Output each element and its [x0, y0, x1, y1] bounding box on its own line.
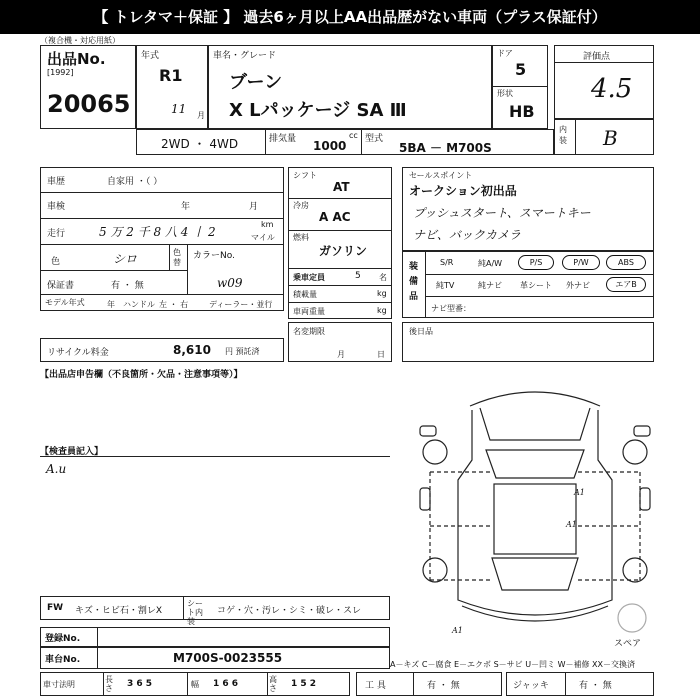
shift-label: シフト — [293, 171, 317, 180]
equip-aw: 純A/W — [478, 259, 503, 268]
color-label: 色 — [51, 257, 61, 267]
reg-row — [40, 627, 390, 647]
inspection-year: 年 — [181, 202, 191, 212]
year-box — [136, 45, 208, 129]
damage-mark-3: A1 — [452, 626, 463, 635]
jack-value: 有 ・ 無 — [579, 681, 612, 691]
door-box — [492, 45, 548, 129]
width-label: 幅 — [191, 680, 199, 689]
lot-box — [40, 45, 136, 129]
load-unit: kg — [377, 289, 387, 298]
equip-leather: 革シート — [520, 281, 552, 290]
color-value: シロ — [113, 252, 138, 266]
damage-mark-1: A1 — [574, 488, 585, 497]
chassis-no: M700S-0023555 — [173, 651, 283, 665]
name-change-day: 日 — [377, 350, 385, 359]
car-diagram — [400, 380, 670, 640]
model-type: 5BA － M700S — [399, 141, 492, 155]
capacity: 5 — [355, 271, 361, 281]
ac-label: 冷房 — [293, 201, 309, 210]
score: 4.5 — [591, 74, 633, 104]
name-change-box — [288, 322, 392, 362]
car-name: ブーン — [229, 72, 283, 93]
mileage-unit-mile: マイル — [251, 233, 275, 242]
equip-tv: 純TV — [436, 281, 455, 290]
dims-label: 車寸法明 — [43, 680, 75, 689]
color-no-label: カラーNo. — [193, 251, 235, 261]
later-label: 後日品 — [409, 327, 433, 336]
month-value: 11 — [171, 102, 187, 116]
interior-box — [554, 119, 654, 155]
recycle-amount: 8,610 — [173, 343, 211, 357]
seat-items: コゲ・穴・汚レ・シミ・破レ・スレ — [217, 606, 362, 616]
capacity-label: 乗車定員 — [293, 273, 325, 282]
name-change-month: 月 — [337, 350, 345, 359]
name-change-label: 名変期限 — [293, 327, 325, 336]
warranty-value: 有 ・ 無 — [111, 281, 144, 291]
equip-airbag: エアB — [606, 277, 646, 292]
displacement: 1000 — [313, 139, 347, 153]
tools-value: 有 ・ 無 — [427, 681, 460, 691]
inspection-label: 車検 — [47, 202, 66, 212]
mileage-hand: 5 万 2 千 8 ⼋ 4 ⼁ 2 — [99, 225, 216, 239]
type-label: 型式 — [365, 134, 384, 144]
width: 1 6 6 — [213, 679, 239, 689]
sales-box — [402, 167, 654, 251]
color-change: 色替 — [173, 248, 181, 267]
ac: A AC — [319, 210, 351, 224]
lot-number: 20065 — [47, 90, 131, 118]
model-year-unit: 年 — [107, 300, 115, 309]
year-label: 年式 — [141, 51, 160, 61]
mileage-unit-km: km — [261, 220, 274, 229]
displacement-unit: cc — [349, 131, 358, 140]
length-label: 長さ — [105, 675, 113, 693]
shift: AT — [333, 180, 350, 194]
score-box — [554, 45, 654, 119]
form-note: （複合機・対応用紙） — [40, 36, 120, 45]
handle-label: ハンドル — [123, 300, 155, 309]
weight-unit: kg — [377, 306, 387, 315]
sales-main: オークション初出品 — [409, 184, 517, 198]
banner: 【 トレタマ＋保証 】 過去6ヶ月以上AA出品歴がない車両（プラス保証付） — [0, 0, 700, 34]
length: 3 6 5 — [127, 679, 153, 689]
tools-label: 工 具 — [365, 681, 386, 691]
fw-row — [40, 596, 390, 626]
damage-legend: A－キズ C－腐食 E－エクボ S－サビ U－凹ミ W－補修 XX－交換済 — [390, 660, 636, 669]
later-box — [402, 322, 654, 362]
equip-navi: 純ナビ — [478, 281, 502, 290]
recycle-unit: 円 預託済 — [225, 347, 260, 356]
equip-label: 装備品 — [409, 262, 419, 302]
model-label: 車名・グレード — [213, 51, 277, 61]
interior-label: 内装 — [559, 125, 567, 145]
mileage-label: 走行 — [47, 229, 66, 239]
inspection-month: 月 — [249, 202, 259, 212]
color-no: w09 — [217, 276, 243, 290]
shape-label: 形状 — [497, 89, 513, 98]
history-label: 車歴 — [47, 177, 66, 187]
dealer-label: ディーラー・並行 — [209, 300, 273, 309]
chassis-row — [40, 647, 390, 669]
sales-hand-2: ナビ、バックカメラ — [413, 228, 521, 242]
spare-label: スペア — [614, 639, 642, 649]
interior: B — [603, 126, 618, 150]
history-value: 自家用 ・（ ） — [107, 177, 163, 187]
recycle-box — [40, 338, 284, 362]
load-label: 積載量 — [293, 290, 317, 299]
doors: 5 — [515, 60, 527, 79]
displacement-label: 排気量 — [269, 134, 297, 144]
tools-box — [356, 672, 502, 696]
chassis-label: 車台No. — [45, 655, 81, 665]
jack-box — [506, 672, 654, 696]
equip-ps: P/S — [518, 255, 554, 270]
seat-label: シート内装 — [187, 599, 203, 626]
height-label: 高さ — [269, 675, 277, 693]
score-label: 評価点 — [583, 52, 611, 62]
inspector-text: A.u — [46, 462, 67, 476]
era: R1 — [159, 66, 183, 85]
lot-year: [1992] — [47, 68, 74, 77]
fw-label: FW — [47, 603, 64, 613]
height: 1 5 2 — [291, 679, 317, 689]
fuel: ガソリン — [319, 244, 368, 258]
navi-label: ナビ型番： — [431, 304, 471, 313]
mid-block — [288, 167, 392, 319]
drive-options: 2WD ・ 4WD — [161, 137, 239, 151]
weight-label: 車両重量 — [293, 307, 325, 316]
recycle-label: リサイクル料金 — [47, 348, 109, 358]
warranty-label: 保証書 — [47, 281, 75, 291]
sales-hand-1: プッシュスタート、スマートキー — [413, 206, 591, 220]
sales-label: セールスポイント — [409, 171, 473, 180]
equip-abs: ABS — [606, 255, 646, 270]
dims-row — [40, 672, 350, 696]
drive-row — [136, 129, 554, 155]
model-year-label: モデル年式 — [45, 298, 85, 307]
inspector-label: 【検査員記入】 — [40, 447, 104, 457]
reg-label: 登録No. — [45, 634, 81, 644]
lot-label: 出品No. — [47, 50, 106, 68]
fuel-label: 燃料 — [293, 233, 309, 242]
equip-pw: P/W — [562, 255, 600, 270]
model-box — [208, 45, 492, 129]
damage-mark-2: A1 — [566, 520, 577, 529]
seller-note-label: 【出品店申告欄（不良箇所・欠品・注意事項等）】 — [40, 370, 243, 380]
left-block — [40, 167, 284, 311]
handle-value: 左 ・ 右 — [159, 300, 189, 309]
capacity-unit: 名 — [379, 273, 387, 282]
fw-items: キズ・ヒビ石・割レX — [75, 606, 162, 616]
equip-sr: S/R — [440, 258, 454, 267]
door-label: ドア — [497, 49, 513, 58]
equip-ext-navi: 外ナビ — [566, 281, 590, 290]
jack-label: ジャッキ — [513, 681, 549, 691]
grade: X Lパッケージ SA Ⅲ — [229, 100, 407, 121]
month-unit: 月 — [197, 111, 205, 120]
shape: HB — [509, 102, 535, 121]
